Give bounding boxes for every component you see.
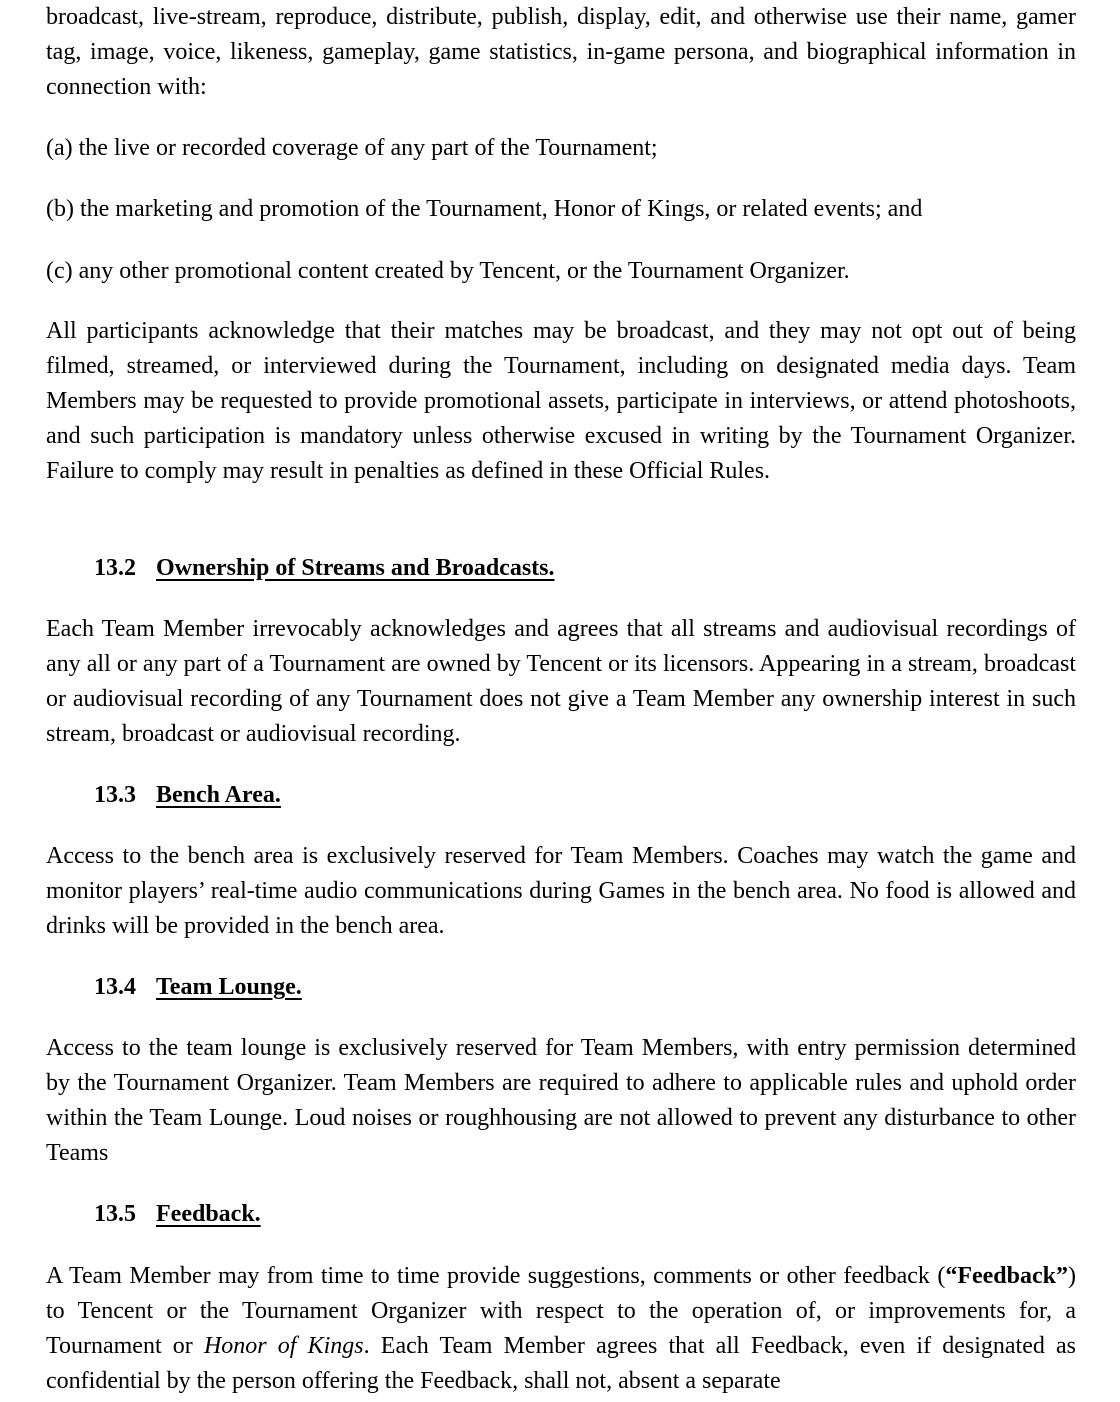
list-item-c: (c) any other promotional content created by Tencent, or the Tournament Organizer. <box>46 258 850 284</box>
section-heading-13-4 <box>46 970 302 1005</box>
section-heading-13-2 <box>46 551 554 586</box>
intro-paragraph: broadcast, live-stream, reproduce, distribute, publish, display, edit, and otherwise use their name, gamer tag, image, voice, likeness, gameplay, game statistics, in-game persona, and biographical information in connection with: <box>46 4 1076 100</box>
section-number: 13.4 <box>94 974 136 1000</box>
body-text: . Each Team Member agrees that all Feedback, even if designated as confidential by the person offering the Feedback, shall not, absent a separate <box>46 1333 1077 1394</box>
list-item-b: (b) the marketing and promotion of the Tournament, Honor of Kings, or related events; and <box>46 196 923 222</box>
game-name: Honor of Kings <box>203 1333 364 1359</box>
list-item-a: (a) the live or recorded coverage of any part of the Tournament; <box>46 135 658 161</box>
section-body-13-5 <box>46 1259 1076 1399</box>
section-title: Ownership of Streams and Broadcasts. <box>156 555 555 581</box>
section-heading-13-5 <box>46 1197 261 1232</box>
section-title: Bench Area. <box>156 782 281 808</box>
defined-term: “Feedback” <box>945 1263 1068 1289</box>
section-title: Feedback. <box>156 1201 261 1227</box>
section-body-13-4: Access to the team lounge is exclusively reserved for Team Members, with entry permission determined by the Tournament Organizer. Team Members are required to adhere to applicable rules and uphold order within the Team Lounge. Loud noises or roughhousing are not allowed to prevent any disturbance to other Teams <box>46 1035 1076 1166</box>
section-number: 13.3 <box>94 782 136 808</box>
section-title: Team Lounge. <box>156 974 302 1000</box>
body-text: ) to Tencent or the Tournament Organizer with respect to the operation of, or improvements for, a Tournament or <box>46 1263 1076 1359</box>
section-number: 13.5 <box>94 1201 136 1227</box>
section-heading-13-3 <box>46 778 281 813</box>
section-number: 13.2 <box>94 555 136 581</box>
section-body-13-3: Access to the bench area is exclusively reserved for Team Members. Coaches may watch the game and monitor players’ real-time audio communications during Games in the bench area. No food is allowed and drinks will be provided in the bench area. <box>46 843 1076 939</box>
section-body-13-2: Each Team Member irrevocably acknowledges and agrees that all streams and audiovisual recordings of any all or any part of a Tournament are owned by Tencent or its licensors. Appearing in a stream, broadcast or audiovisual recording of any Tournament does not give a Team Member any ownership interest in such stream, broadcast or audiovisual recording. <box>46 616 1076 747</box>
acknowledge-paragraph: All participants acknowledge that their matches may be broadcast, and they may not opt out of being filmed, streamed, or interviewed during the Tournament, including on designated media days. Team Members may be requested to provide promotional assets, participate in interviews, or attend photoshoots, and such participation is mandatory unless otherwise excused in writing by the Tournament Organizer. Failure to comply may result in penalties as defined in these Official Rules. <box>46 318 1076 484</box>
body-text: A Team Member may from time to time provide suggestions, comments or other feedback ( <box>46 1263 946 1289</box>
